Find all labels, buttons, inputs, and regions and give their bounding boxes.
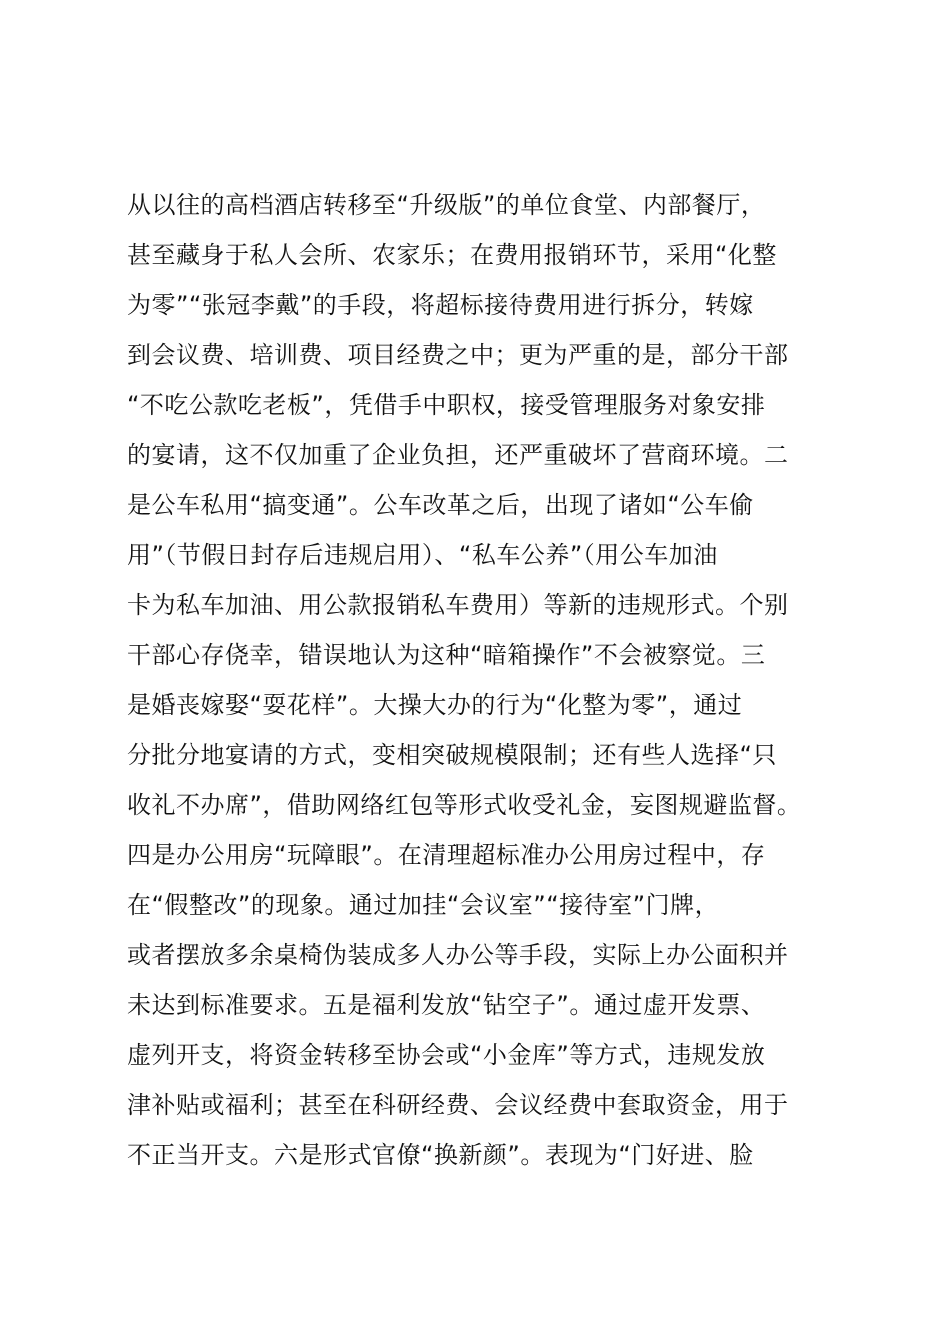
text-line: 到会议费、培训费、项目经费之中；更为严重的是，部分干部 (127, 341, 789, 369)
text-line: 甚至藏身于私人会所、农家乐；在费用报销环节，采用“化整 (127, 241, 777, 269)
text-line: 未达到标准要求。五是福利发放“钻空子”。通过虚开发票、 (127, 991, 766, 1019)
text-line: 不正当开支。六是形式官僚“换新颜”。表现为“门好进、脸 (127, 1141, 754, 1169)
text-line: 是公车私用“搞变通”。公车改革之后，出现了诸如“公车偷 (127, 491, 754, 519)
text-line: 为零”“张冠李戴”的手段，将超标接待费用进行拆分，转嫁 (127, 291, 754, 319)
text-line: 在“假整改”的现象。通过加挂“会议室”“接待室”门牌， (127, 891, 720, 919)
text-line: 卡为私车加油、用公款报销私车费用）等新的违规形式。个别 (127, 591, 789, 619)
text-line: 的宴请，这不仅加重了企业负担，还严重破坏了营商环境。二 (127, 441, 789, 469)
text-line: 用”（节假日封存后违规启用）、“私车公养”（用公车加油 (127, 541, 718, 569)
text-line: 是婚丧嫁娶“耍花样”。大操大办的行为“化整为零”，通过 (127, 691, 743, 719)
text-line: 分批分地宴请的方式，变相突破规模限制；还有些人选择“只 (127, 741, 777, 769)
text-line: 干部心存侥幸，错误地认为这种“暗箱操作”不会被察觉。三 (127, 641, 766, 669)
text-line: 或者摆放多余桌椅伪装成多人办公等手段，实际上办公面积并 (127, 941, 789, 969)
text-line: 收礼不办席”，借助网络红包等形式收受礼金，妄图规避监督。 (127, 791, 802, 819)
text-line: 津补贴或福利；甚至在科研经费、会议经费中套取资金，用于 (127, 1091, 789, 1119)
text-line: 虚列开支，将资金转移至协会或“小金库”等方式，违规发放 (127, 1041, 766, 1069)
text-line: 四是办公用房“玩障眼”。在清理超标准办公用房过程中，存 (127, 841, 766, 869)
body-paragraph (127, 180, 837, 1180)
text-line: “不吃公款吃老板”，凭借手中职权，接受管理服务对象安排 (127, 391, 766, 419)
text-line: 从以往的高档酒店转移至“升级版”的单位食堂、内部餐厅， (127, 191, 766, 219)
